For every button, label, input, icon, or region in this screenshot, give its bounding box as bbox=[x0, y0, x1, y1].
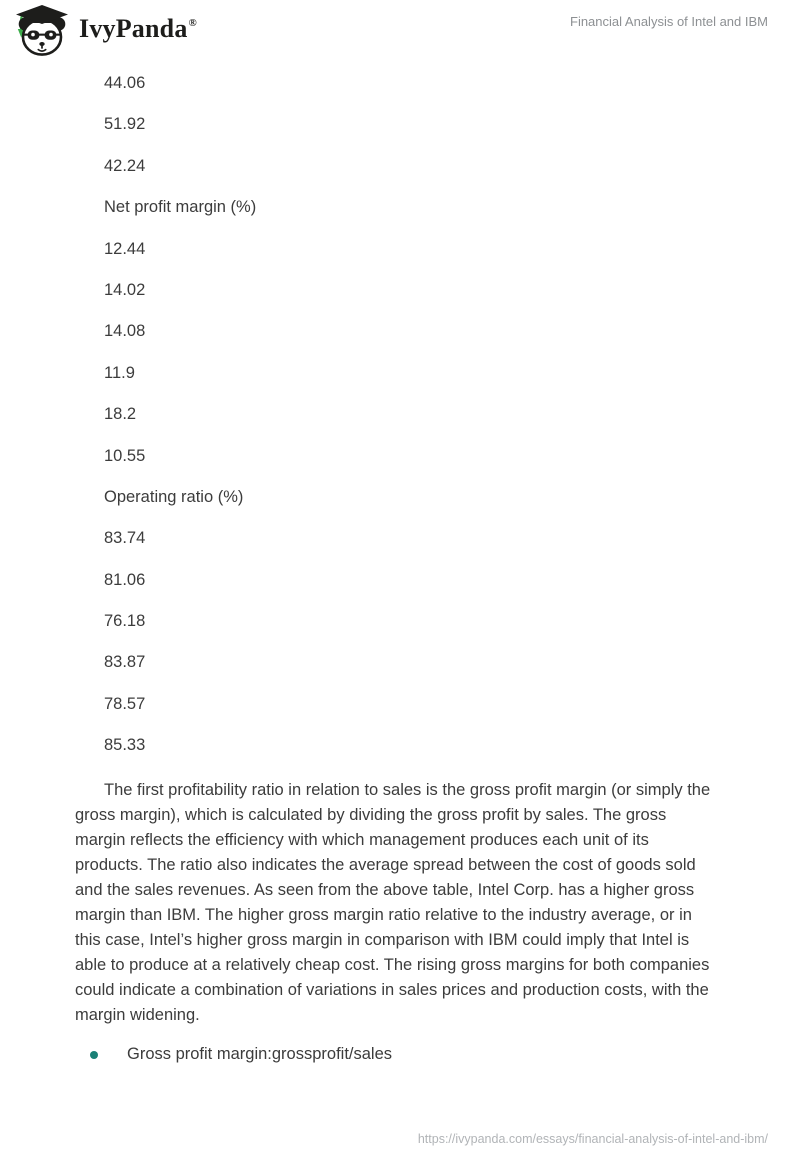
list-item: 11.9 bbox=[104, 363, 135, 382]
logo-text bbox=[79, 16, 197, 46]
panda-logo-icon bbox=[14, 4, 70, 58]
list-item: 83.87 bbox=[104, 653, 146, 672]
logo-wordmark: IvyPanda bbox=[79, 14, 188, 43]
ivypanda-logo bbox=[14, 4, 197, 58]
list-item: 42.24 bbox=[104, 156, 146, 175]
list-item: 83.74 bbox=[104, 529, 146, 548]
bullet-icon bbox=[90, 1051, 98, 1059]
registered-trademark-mark: ® bbox=[188, 17, 197, 29]
list-item: 76.18 bbox=[104, 612, 146, 631]
document-title: Financial Analysis of Intel and IBM bbox=[570, 14, 768, 29]
list-item: 10.55 bbox=[104, 446, 146, 465]
list-item: 14.02 bbox=[104, 280, 146, 299]
list-item-operating-ratio-label: Operating ratio (%) bbox=[104, 487, 244, 506]
list-item-net-profit-margin-label: Net profit margin (%) bbox=[104, 198, 257, 217]
page-header bbox=[0, 0, 800, 64]
page-content bbox=[75, 58, 715, 1067]
ratio-values-list bbox=[104, 58, 715, 758]
gross-margin-paragraph: The first profitability ratio in relation to sales is the gross profit margin (or simply the gross margin), which is calculated by dividing the gross profit by sales. The gross margin reflects the efficiency with which management produces each unit of its products. The ratio also indicates the average spread between the cost of goods sold and the sales revenues. As seen from the above table, Intel Corp. has a higher gross margin than IBM. The higher gross margin ratio relative to the industry average, or in this case, Intel’s higher gross margin in comparison with IBM could imply that Intel is able to produce at a relatively cheap cost. The rising gross margins for both companies could indicate a combination of variations in sales prices and production costs, with the margin widening. bbox=[75, 781, 711, 1025]
page-footer bbox=[418, 1130, 768, 1148]
list-item: 44.06 bbox=[104, 74, 146, 92]
formula-bullet-list bbox=[75, 1042, 715, 1067]
source-url[interactable]: https://ivypanda.com/essays/financial-analysis-of-intel-and-ibm/ bbox=[417, 1132, 768, 1146]
list-item: 81.06 bbox=[104, 570, 146, 589]
list-item: 18.2 bbox=[104, 405, 137, 424]
list-item: 85.33 bbox=[104, 736, 146, 755]
list-item: 14.08 bbox=[104, 322, 146, 341]
bullet-text: Gross profit margin:grossprofit/sales bbox=[127, 1045, 393, 1064]
list-item: 78.57 bbox=[104, 694, 146, 713]
list-item: 51.92 bbox=[104, 115, 146, 134]
list-item bbox=[75, 1042, 715, 1067]
list-item: 12.44 bbox=[104, 239, 146, 258]
